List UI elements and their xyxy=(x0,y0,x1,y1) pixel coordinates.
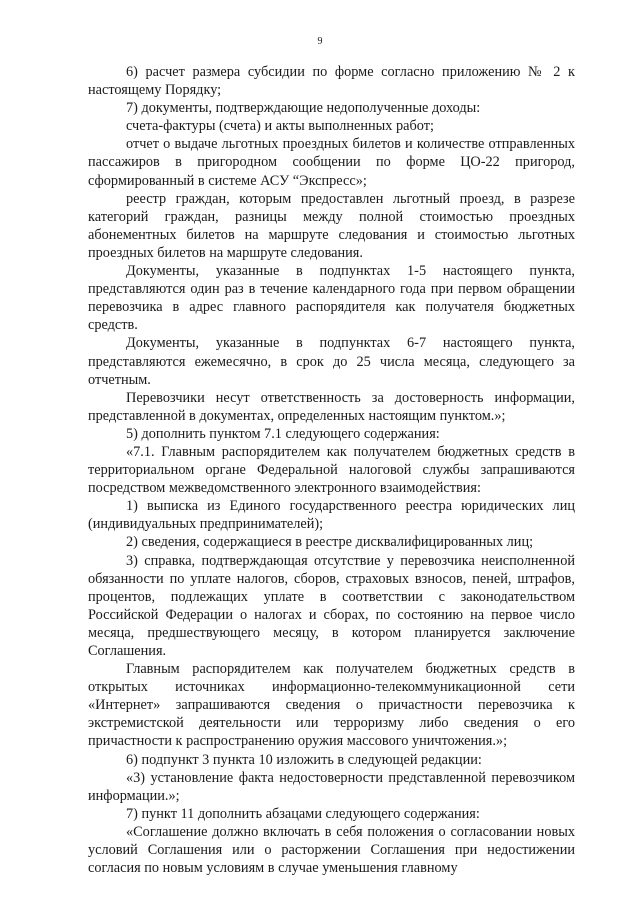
paragraph-subpoint-3-item-10: 6) подпункт 3 пункта 10 изложить в следующей редакции: xyxy=(126,751,482,768)
paragraph-ticket-report: отчет о выдаче льготных проездных билетов и количестве отправленных пассажиров в пригородном сообщении по форме ЦО-22 пригород, сформированный в системе АСУ “Экспресс»; xyxy=(88,136,575,189)
paragraph-tax-certificate: 3) справка, подтверждающая отсутствие у перевозчика неисполненной обязанности по уплате налогов, сборов, страховых взносов, пеней, штрафов, процентов, подлежащих уплате в соответствии с законодательством Российской Федерации о налогах и сборах, по состоянию на первое число месяца, предшествующего месяцу, в котором планируется заключение Соглашения. xyxy=(88,552,575,659)
paragraph-citizen-register: реестр граждан, которым предоставлен льготный проезд, в разрезе категорий граждан, разницы между полной стоимостью проездных абонементных билетов на маршруте следования и стоимостью льготных проездных билетов на маршруте следования. xyxy=(88,190,575,261)
paragraph-disqualified-register: 2) сведения, содержащиеся в реестре дисквалифицированных лиц; xyxy=(126,534,534,551)
paragraph-confirming-documents: 7) документы, подтверждающие недополученные доходы: xyxy=(126,100,481,117)
paragraph-unreliable-info: «3) установление факта недостоверности представленной перевозчиком информации.»; xyxy=(88,769,575,804)
paragraph-item-11-addition: 7) пункт 11 дополнить абзацами следующего содержания: xyxy=(126,805,480,822)
paragraph-agreement-provisions: «Соглашение должно включать в себя положения о согласовании новых условий Соглашения или о расторжении Соглашения при недостижении согласия по новым условиям в случае уменьшения главному xyxy=(88,823,575,877)
paragraph-egrul-extract: 1) выписка из Единого государственного реестра юридических лиц (индивидуальных предпринимателей); xyxy=(88,498,575,533)
document-body xyxy=(88,63,575,877)
paragraph-invoices: счета-фактуры (счета) и акты выполненных работ; xyxy=(126,118,434,135)
page-number: 9 xyxy=(317,36,323,47)
paragraph-subsidy-calculation: 6) расчет размера субсидии по форме согласно приложению № 2 к настоящему Порядку; xyxy=(88,64,575,99)
paragraph-documents-1-5: Документы, указанные в подпунктах 1-5 настоящего пункта, представляются один раз в течение календарного года при первом обращении перевозчика в адрес главного распорядителя как получателя бюджетных средств. xyxy=(88,263,575,334)
paragraph-add-7-1: 5) дополнить пунктом 7.1 следующего содержания: xyxy=(126,425,440,442)
paragraph-carrier-responsibility: Перевозчики несут ответственность за достоверность информации, представленной в документах, определенных настоящим пунктом.»; xyxy=(88,389,575,424)
paragraph-extremism-check: Главным распорядителем как получателем бюджетных средств в открытых источниках информационно-телекоммуникационной сети «Интернет» запрашиваются сведения о причастности перевозчика к экстремистской деятельности или терроризму либо сведения о его причастности к распространению оружия массового уничтожения.»; xyxy=(88,661,575,750)
paragraph-7-1-text: «7.1. Главным распорядителем как получателем бюджетных средств в территориальном органе Федеральной налоговой службы запрашиваются посредством межведомственного электронного взаимодействия: xyxy=(88,443,575,497)
paragraph-documents-6-7: Документы, указанные в подпунктах 6-7 настоящего пункта, представляются ежемесячно, в срок до 25 числа месяца, следующего за отчетным. xyxy=(88,335,575,388)
